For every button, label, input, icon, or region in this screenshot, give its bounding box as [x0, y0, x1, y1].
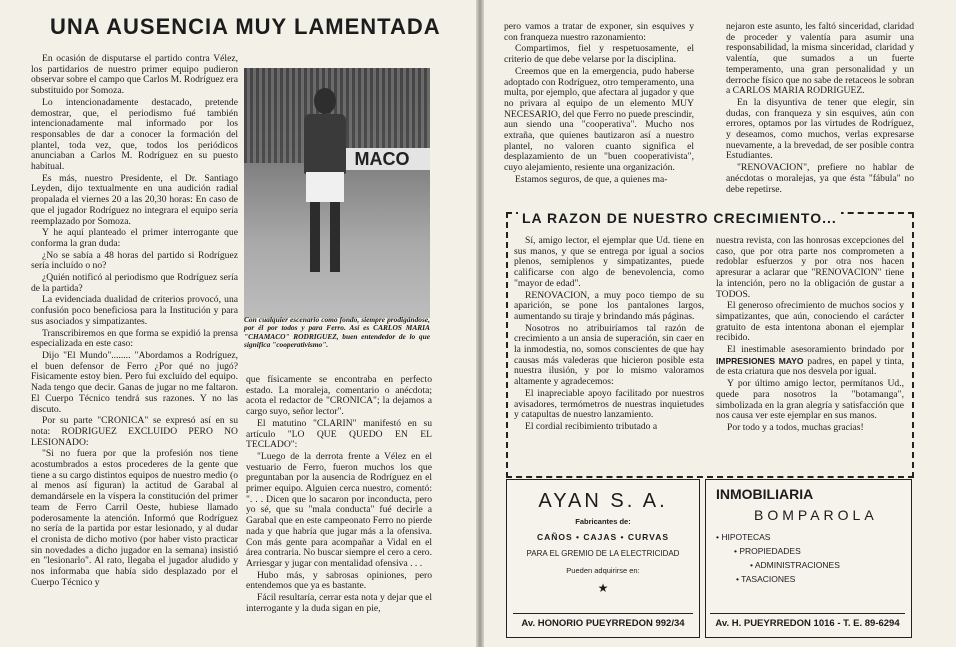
paragraph: nejaron este asunto, les faltó sinceridad, claridad de proceder y valentía para asumir una responsabilidad, la misma sinceridad, claridad y valentía, que sumados a un fuerte temperamento, una gran personalidad y un derroche físico que no sabe de retaceos le sobran a CARLOS MARIA RODRIGUEZ. [726, 22, 914, 97]
paragraph: El inapreciable apoyo facilitado por nuestros avisadores, termómetros de nuestras inquietudes y catapultas de nuestro lanzamiento. [514, 387, 704, 421]
right-column-2 [726, 22, 914, 206]
paragraph: ¿No se sabía a 48 horas del partido si Rodríguez sería incluído o no? [31, 249, 238, 272]
paragraph: En ocasión de disputarse el partido contra Vélez, los partidarios de nuestro primer equipo pudieron observar sobre el campo que Carlos M. Rodríguez era substituido por Somoza. [31, 54, 238, 97]
player-shorts [306, 172, 344, 202]
paragraph: nuestra revista, con las honrosas excepciones del caso, que por otra parte nos comprometen a redoblar esfuerzos y por otra nos hacen apresurar a aclarar que "RENOVACION" tiene la intención, pero no la obligación de gustar a TODOS. [716, 236, 904, 300]
paragraph: Hubo más, y sabrosas opiniones, pero entendemos que ya es bastante. [246, 569, 432, 592]
ad-ayan [506, 479, 700, 638]
paragraph: Fácil resultaría, cerrar esta nota y dejar que el interrogante y la duda sigan en pie, [246, 592, 432, 614]
box-column-1 [514, 236, 704, 468]
paragraph: Lo intencionadamente destacado, pretende demostrar, que, el periodismo fué también intencionadamente mal informado por los responsables de dar a conocer la formación del plantel, toda vez, que, todos los periódicos anunciaban a Carlos M. Rodríguez en su puesto habitual. [31, 96, 238, 173]
player-jersey [304, 114, 346, 174]
paragraph [716, 345, 904, 378]
ad-inmobiliaria [705, 479, 912, 638]
ad-availability: Pueden adquirirse en: [566, 566, 640, 575]
left-column-1 [31, 54, 238, 642]
ad-address: Av. H. PUEYRREDON 1016 - T. E. 89-6294 [710, 613, 905, 629]
article-title: UNA AUSENCIA MUY LAMENTADA [50, 14, 441, 39]
paragraph: ¿Quién notificó al periodismo que Rodríguez sería de la partida? [31, 272, 238, 294]
stadium-billboard: MACO [334, 148, 430, 170]
paragraph: En la disyuntiva de tener que elegir, sin dudas, con franqueza y sin esquives, aún con errores, optamos por las virtudes de Rodríguez, y deseamos, como muchos, verlas expresarse nuevamente, a la brevedad, de ser posible contra Estudiantes. [726, 96, 914, 162]
paragraph: Por todo y a todos, muchas gracias! [727, 421, 864, 433]
player-leg [310, 202, 320, 272]
ad-company-name: AYAN S. A. [538, 490, 668, 512]
paragraph: Compartimos, fiel y respetuosamente, el criterio de que debe velarse por la disciplina. [504, 43, 694, 66]
list-item: • TASACIONES [736, 574, 796, 584]
ad-address: Av. HONORIO PUEYRREDON 992/34 [513, 613, 693, 629]
printer-name: IMPRESIONES MAYO [716, 355, 804, 366]
paragraph: "RENOVACION", prefiere no hablar de anécdotas o moralejas, ya que ésta "fábula" no debe repetirse. [726, 162, 914, 195]
list-item: • ADMINISTRACIONES [750, 560, 840, 570]
ad-company-surname: BOMPAROLA [754, 507, 878, 523]
list-item: • PROPIEDADES [734, 546, 801, 556]
paragraph: Dijo "El Mundo"........ "Abordamos a Rodríguez, el buen defensor de Ferro ¿Por qué no jugó? Fisicamente estoy bien. Pero fui excluído del equipo. Nada tengo que decir. Ganas de jugar no me faltaron. El Cuerpo Técnico tendrá sus razones. Y no las discuto. [31, 349, 238, 415]
paragraph: Nosotros no atribuiríamos tal razón de crecimiento a un ansia de superación, sin caer en la inmodestia, no, somos conscientes de que hay causas más valederas que hicieron posible esta nuestra ilusión, y por lo mismo valoramos altamente y agradecemos: [514, 322, 704, 388]
paragraph: Por su parte "CRONICA" se expresó así en su nota: RODRIGUEZ EXCLUIDO PERO NO LESIONADO: [31, 415, 238, 448]
photo-caption: Con cualquier escenario como fondo, siempre prodigándose, por él por todos y para Ferro. Así es CARLOS MARIA "CHAMACO" RODRIGUEZ, buen entendedor de lo que significa "cooperativismo". [244, 315, 430, 350]
box-column-2 [716, 236, 904, 468]
paragraph: La evidenciada dualidad de criterios provocó, una confusión poco beneficiosa para la Institución y para sus asociados y simpatizantes. [31, 294, 238, 327]
paragraph: Estamos seguros, de que, a quienes ma- [515, 173, 668, 185]
player-head [314, 88, 336, 114]
ad-products: CAÑOS • CAJAS • CURVAS [536, 532, 669, 542]
box-title: LA RAZON DE NUESTRO CRECIMIENTO... [518, 210, 841, 226]
ad-tagline: PARA EL GREMIO DE LA ELECTRICIDAD [526, 549, 680, 558]
paragraph: "Si no fuera por que la profesión nos tiene acostumbrados a estos procederes de la gente que tiene a su cargo distintos equipos de nuestro medio (o al menos así figuran) la actitud de Garabal al demandársele en la víspera la constitución del primer team de Ferro Carril Oeste, hubiese llamado poderosamente la atención. Informó que Rodríguez no sería de la partida por estar lesionado, y al dudar el cronista de dicho motivo (por haber visto practicar sin novedades a dicho jugador en la semana) insistió en "lesionarlo". Al rato, llegaba el jugador aludido y nos informaba que había sido desplazado por el Cuerpo Técnico y [31, 448, 238, 588]
paragraph: Transcribiremos en que forma se expidió la prensa especializada en este caso: [31, 327, 238, 350]
ad-company-name: INMOBILIARIA [716, 486, 814, 502]
paragraph: Y por último amigo lector, permítanos Ud., quede para nosotros la "botamanga", simbolizada en la gran alegría y satisfacción que nos causa ver este ejemplar en sus manos. [716, 378, 904, 422]
paragraph: Es más, nuestro Presidente, el Dr. Santiago Leyden, dijo textualmente en una audición radial propalada el viernes 20 a las 20,30 horas: En caso de que el jugador Rodríguez no integrara el equipo sería reemplazado por Somoza. [31, 172, 238, 227]
paragraph: que físicamente se encontraba en perfecto estado. La moraleja, comentario o anécdota; acota el redactor de "CRONICA"; la dejamos a cargo suyo, señor lector". [246, 375, 432, 418]
page-gutter [476, 0, 484, 647]
ad-fabricantes: Fabricantes de: [575, 517, 631, 526]
player-leg [330, 202, 340, 272]
text-fragment: El inestimable asesoramiento brindado por [727, 344, 904, 356]
paragraph: El matutino "CLARIN" manifestó en su artículo "LO QUE QUEDO EN EL TECLADO": [246, 417, 432, 451]
paragraph: Sí, amigo lector, el ejemplar que Ud. tiene en sus manos, y que se entrega por igual a socios plenos, semiplenos y simpatizantes, puede calificarse con algo de benevolencia, como "mayor de edad". [514, 236, 704, 289]
player-photo [244, 68, 430, 318]
text-fragment: padres, en papel y tinta, de esta criatura que nos desvela por igual. [716, 355, 904, 378]
right-column-1 [504, 22, 694, 206]
paragraph: "Luego de la derrota frente a Vélez en el vestuario de Ferro, fueron muchos los que preguntaban por la ausencia de Rodríguez en el primer equipo. Alguien cerca nuestro, comentó: ". . . Dicen que lo sacaron por inconducta, pero yo sé, que su "mala conducta" fué decirle a Garabal que en este campeonato Ferro no pierde nada y que habría que jugar más a la ofensiva. Con más gente para acompañar a Vidal en el área contraria. No buscar siempre el cero a cero. Arriesgar y jugar con mentalidad ofensiva . . . [246, 450, 432, 569]
star-icon: ★ [597, 581, 609, 595]
paragraph: Y he aquí planteado el primer interrogante que conforma la gran duda: [31, 227, 238, 249]
paragraph: El cordial recibimiento tributado a [525, 420, 658, 432]
ad-services-list [716, 530, 840, 586]
left-column-2 [246, 375, 432, 642]
paragraph: El generoso ofrecimiento de muchos socios y simpatizantes, que aún, conociendo el carácter gratuito de esta intentona abonan el ejemplar recibido. [716, 300, 904, 344]
list-item: • HIPOTECAS [716, 532, 771, 542]
paragraph: RENOVACION, a muy poco tiempo de su aparición, se pone los pantalones largos, aumentando su tiraje y brindando más páginas. [514, 289, 704, 322]
paragraph: pero vamos a tratar de exponer, sin esquives y con franqueza nuestro razonamiento: [504, 22, 694, 43]
paragraph: Creemos que en la emergencia, pudo haberse adoptado con Rodríguez, otro temperamento, una multa, por ejemplo, que afectara al jugador y que no privara al equipo de un elemento MUY NECESARIO, del que Ferro no puede prescindir, aun siendo una "cooperativa". Mucho nos extraña, que quienes bautizaron así a nuestro plantel, no valoren cuanto significa el desplazamiento de un "buen cooperativista", cuyo alejamiento, resiente una organización. [504, 65, 694, 174]
